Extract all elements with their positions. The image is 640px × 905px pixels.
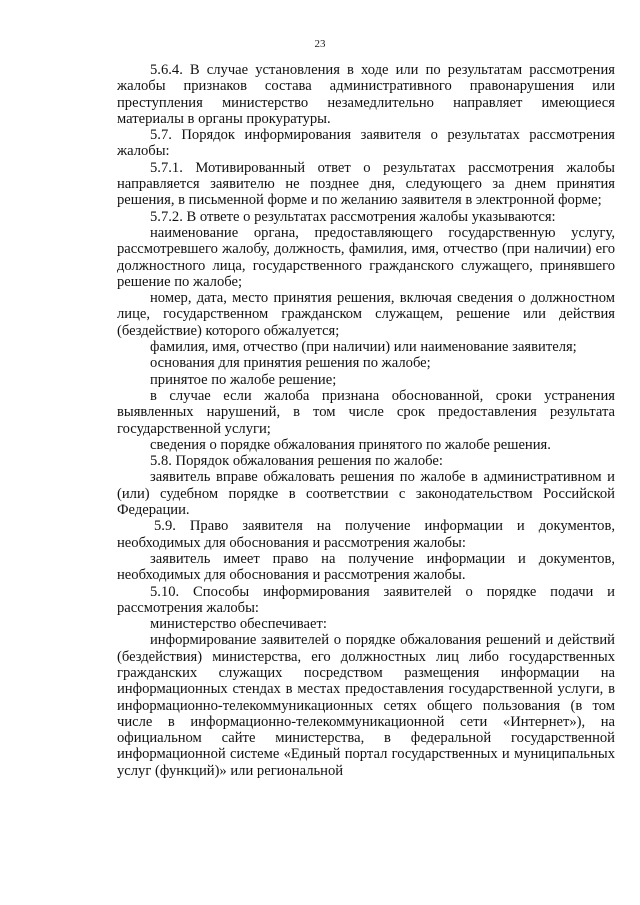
list-item: заявитель вправе обжаловать решения по жалобе в административном и (или) судебном порядке в соответствии с законодательством Российской Федерации. bbox=[117, 469, 615, 519]
paragraph-5-10: 5.10. Способы информирования заявителей о порядке подачи и рассмотрения жалобы: bbox=[117, 583, 615, 616]
list-item: информирование заявителей о порядке обжалования решений и действий (бездействия) министерства, его должностных лиц либо государственных гражданских служащих посредством размещения информации на информационных стендах в местах предоставления государственной услуги, в информационно-телекоммуникационных сетях общего пользования (в том числе в информационно-телекоммуникационной сети «Интернет»), на официальном сайте министерства, в федеральной государственной информационной системе «Единый портал государственных и муниципальных услуг (функций)» или региональной bbox=[117, 632, 615, 779]
paragraph-5-6-4: 5.6.4. В случае установления в ходе или по результатам рассмотрения жалобы признаков состава административного правонарушения или преступления министерство незамедлительно направляет имеющиеся материалы в органы прокуратуры. bbox=[117, 62, 615, 127]
body-text bbox=[117, 62, 615, 779]
list-item: принятое по жалобе решение; bbox=[150, 371, 337, 388]
paragraph-5-9: 5.9. Право заявителя на получение информации и документов, необходимых для обоснования и рассмотрения жалобы: bbox=[117, 518, 615, 551]
paragraph-5-7: 5.7. Порядок информирования заявителя о результатах рассмотрения жалобы: bbox=[117, 127, 615, 160]
paragraph-5-7-1: 5.7.1. Мотивированный ответ о результатах рассмотрения жалобы направляется заявителю не позднее дня, следующего за днем принятия решения, в письменной форме и по желанию заявителя в электронной форме; bbox=[117, 159, 615, 209]
list-item: сведения о порядке обжалования принятого по жалобе решения. bbox=[150, 436, 551, 453]
list-item: основания для принятия решения по жалобе; bbox=[150, 355, 431, 372]
page-number: 23 bbox=[314, 38, 326, 50]
list-item: министерство обеспечивает: bbox=[150, 616, 327, 633]
list-item: номер, дата, место принятия решения, включая сведения о должностном лице, государственном гражданском служащем, решение или действия (бездействие) которого обжалуется; bbox=[117, 290, 615, 339]
paragraph-5-7-2: 5.7.2. В ответе о результатах рассмотрения жалобы указываются: bbox=[150, 208, 556, 225]
paragraph-5-8: 5.8. Порядок обжалования решения по жалобе: bbox=[150, 453, 443, 470]
list-item: заявитель имеет право на получение информации и документов, необходимых для обоснования и рассмотрения жалобы. bbox=[117, 550, 615, 584]
list-item: наименование органа, предоставляющего государственную услугу, рассмотревшего жалобу, должность, фамилия, имя, отчество (при наличии) его должностного лица, государственного гражданского служащего, принявшего решение по жалобе; bbox=[117, 224, 615, 290]
list-item: в случае если жалоба признана обоснованной, сроки устранения выявленных нарушений, в том числе срок предоставления результата государственной услуги; bbox=[117, 387, 615, 437]
list-item: фамилия, имя, отчество (при наличии) или наименование заявителя; bbox=[150, 339, 577, 356]
